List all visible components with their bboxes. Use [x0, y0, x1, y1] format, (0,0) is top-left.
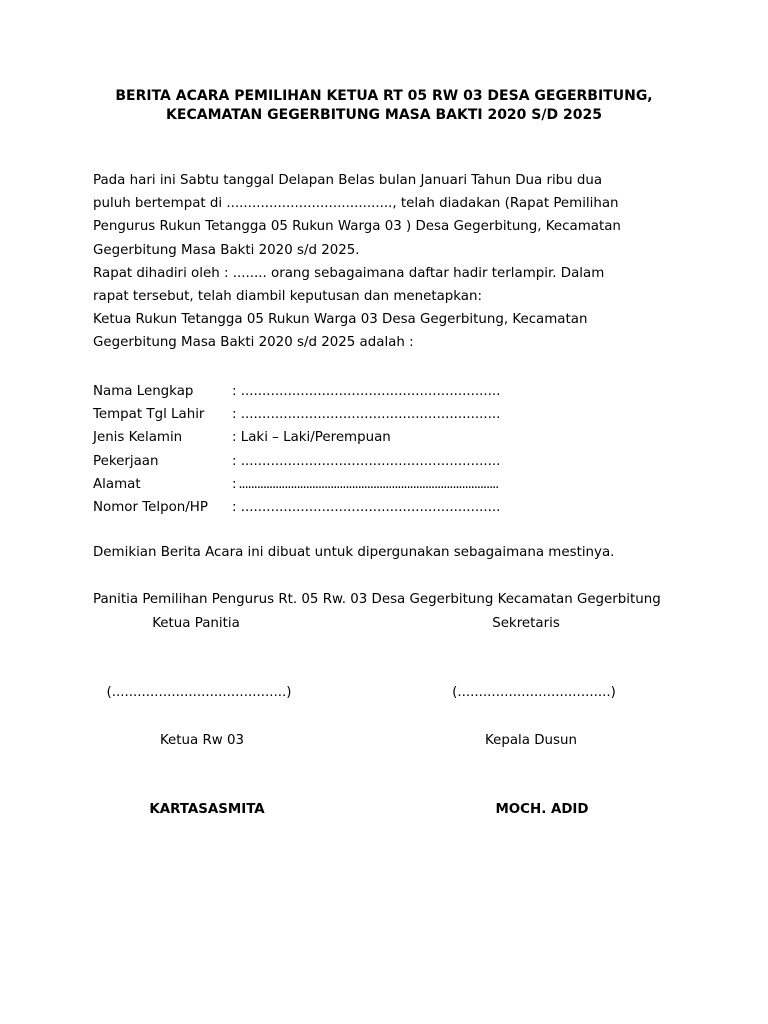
field-row-nama: [93, 380, 500, 403]
field-label: Alamat: [93, 476, 141, 492]
signature-blank-left: (.........................................): [106, 685, 292, 700]
body-line: rapat tersebut, telah diambil keputusan dan menetapkan:: [93, 289, 483, 305]
field-value: : .....................................................................................: [232, 476, 499, 492]
signatory-name-left: KARTASASMITA: [149, 802, 265, 817]
field-label: Jenis Kelamin: [93, 430, 183, 446]
body-line: Ketua Rukun Tetangga 05 Rukun Warga 03 Desa Gegerbitung, Kecamatan: [93, 312, 588, 328]
field-value: : .............................................................: [232, 407, 501, 423]
field-label: Nomor Telpon/HP: [93, 500, 208, 516]
committee-line: Panitia Pemilihan Pengurus Rt. 05 Rw. 03 Desa Gegerbitung Kecamatan Gegerbitung: [93, 592, 661, 607]
body-line: Pada hari ini Sabtu tanggal Delapan Belas bulan Januari Tahun Dua ribu dua: [93, 173, 603, 188]
field-label: Pekerjaan: [93, 453, 159, 469]
signature-role-left: Ketua Panitia: [152, 616, 240, 631]
field-row-pekerjaan: [93, 450, 500, 473]
field-value: : .............................................................: [232, 500, 501, 516]
document-title: [60, 87, 708, 125]
signature-role-left-2: Ketua Rw 03: [159, 733, 245, 748]
field-row-nomor-telpon: [93, 496, 500, 519]
field-value: : .............................................................: [232, 384, 501, 399]
body-line: Pengurus Rukun Tetangga 05 Rukun Warga 03 ) Desa Gegerbitung, Kecamatan: [93, 219, 621, 235]
field-row-alamat: [93, 473, 500, 496]
field-row-jenis-kelamin: [93, 426, 500, 449]
body-line: puluh bertempat di ......................................., telah diadakan (Rapat Pemilihan: [93, 196, 619, 212]
body-line: Rapat dihadiri oleh : ........ orang sebagaimana daftar hadir terlampir. Dalam: [93, 265, 605, 281]
title-line-1: BERITA ACARA PEMILIHAN KETUA RT 05 RW 03 DESA GEGERBITUNG,: [115, 88, 653, 104]
signature-blank-right: (....................................): [452, 685, 616, 700]
body-paragraph: [93, 169, 693, 355]
body-line: Gegerbitung Masa Bakti 2020 s/d 2025.: [93, 242, 360, 258]
signature-role-right: Sekretaris: [492, 616, 560, 631]
signatory-name-right: MOCH. ADID: [495, 802, 589, 817]
title-line-2: KECAMATAN GEGERBITUNG MASA BAKTI 2020 S/D 2025: [166, 107, 602, 123]
field-row-tempat-tgl-lahir: [93, 403, 500, 426]
signature-role-right-2: Kepala Dusun: [485, 733, 577, 748]
field-value: : .............................................................: [232, 453, 501, 469]
closing-statement: Demikian Berita Acara ini dibuat untuk dipergunakan sebagaimana mestinya.: [93, 545, 615, 560]
candidate-fields: [93, 380, 500, 519]
body-line: Gegerbitung Masa Bakti 2020 s/d 2025 adalah :: [93, 335, 414, 351]
field-value: : Laki – Laki/Perempuan: [232, 430, 391, 446]
field-label: Nama Lengkap: [93, 384, 194, 399]
field-label: Tempat Tgl Lahir: [93, 407, 205, 423]
